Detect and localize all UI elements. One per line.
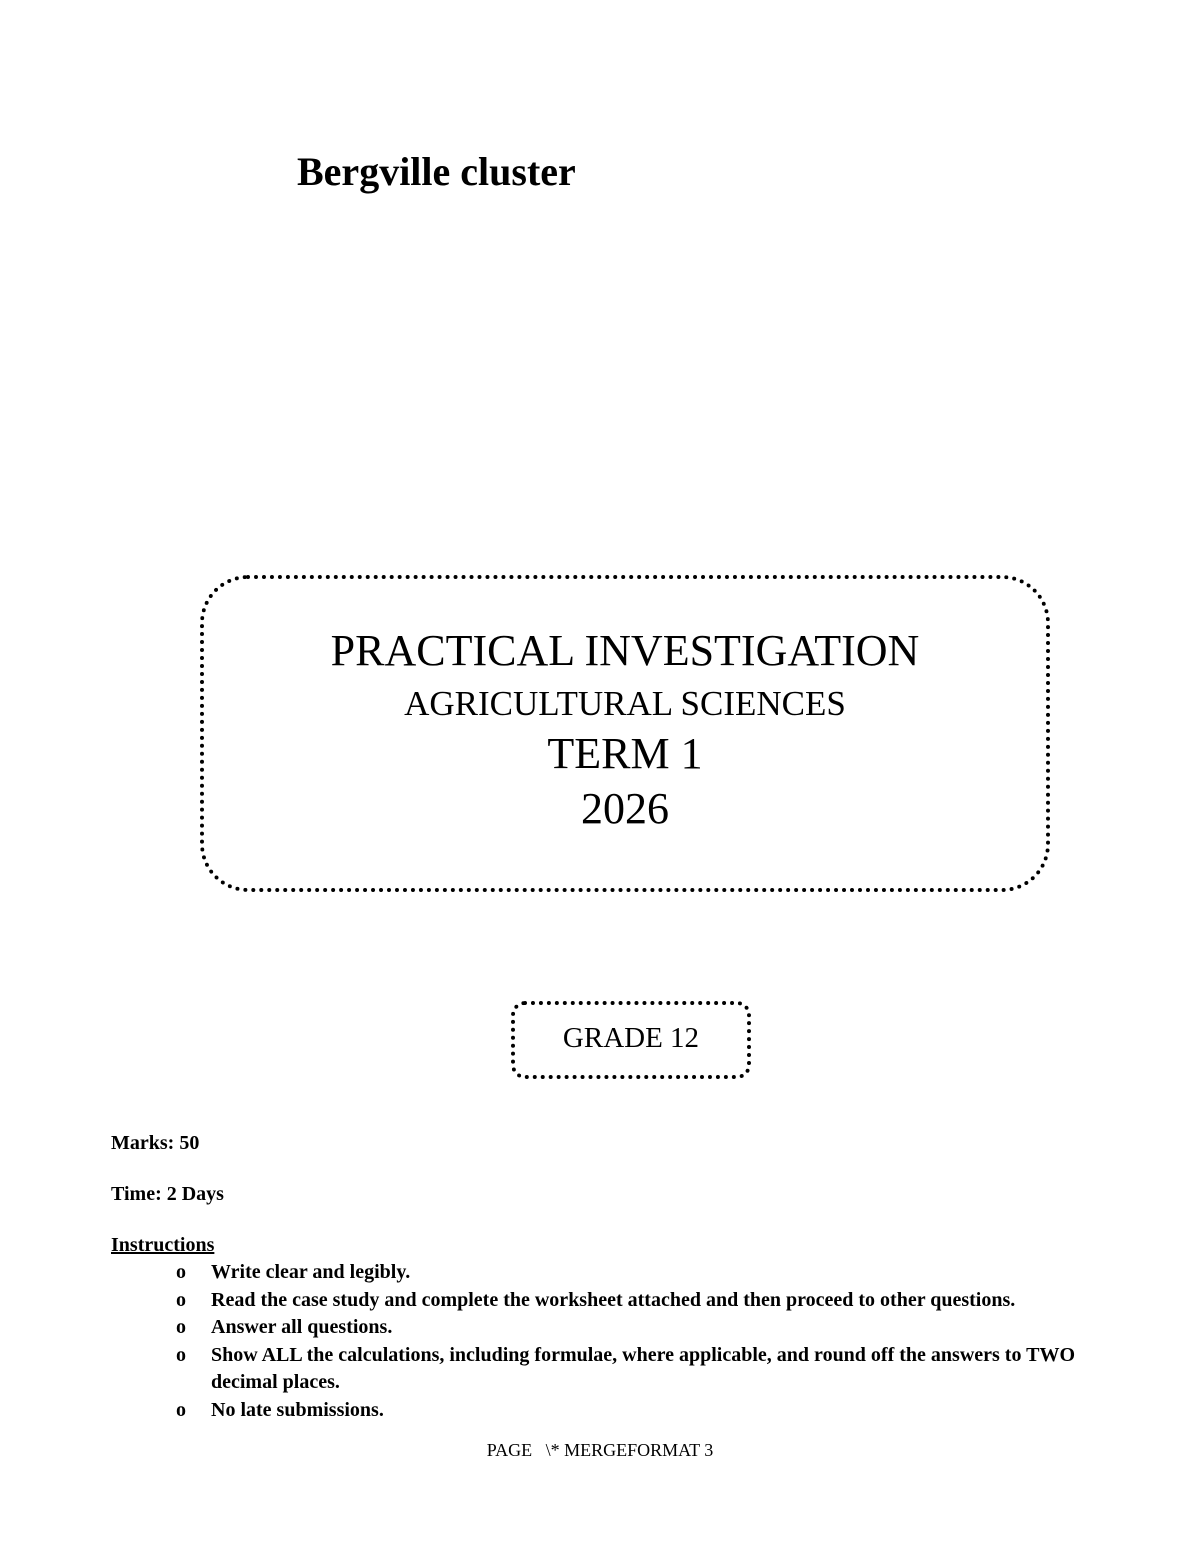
instruction-item [0, 1397, 1200, 1425]
year-label: 2026 [581, 784, 669, 833]
subject-title: AGRICULTURAL SCIENCES [404, 684, 846, 723]
instruction-text: Write clear and legibly. [211, 1261, 411, 1283]
time-label: Time: 2 Days [111, 1183, 224, 1205]
instruction-text: Answer all questions. [211, 1316, 393, 1339]
instruction-item [0, 1314, 1200, 1342]
cluster-title: Bergville cluster [297, 149, 576, 194]
bullet-icon: o [176, 1261, 186, 1283]
instructions-heading: Instructions [111, 1234, 215, 1256]
instruction-item [0, 1342, 1200, 1397]
bullet-icon: o [176, 1316, 186, 1339]
bullet-icon: o [176, 1398, 186, 1421]
marks-label: Marks: 50 [111, 1132, 200, 1154]
instruction-list [0, 1259, 1200, 1425]
document-title: PRACTICAL INVESTIGATION [330, 626, 920, 675]
page-footer: PAGE \* MERGEFORMAT 3 [486, 1440, 714, 1460]
instruction-item [0, 1259, 1200, 1287]
bullet-icon: o [176, 1343, 186, 1366]
instruction-text: No late submissions. [211, 1398, 384, 1421]
title-box [200, 575, 1050, 892]
bullet-icon: o [176, 1288, 186, 1311]
grade-box: GRADE 12 [511, 1001, 751, 1079]
instruction-text: Read the case study and complete the worksheet attached and then proceed to other questions. [211, 1288, 1016, 1311]
term-label: TERM 1 [547, 729, 703, 778]
instruction-item [0, 1287, 1200, 1315]
instruction-text: Show ALL the calculations, including formulae, where applicable, and round off the answers to TWO decimal places. [211, 1343, 1075, 1394]
